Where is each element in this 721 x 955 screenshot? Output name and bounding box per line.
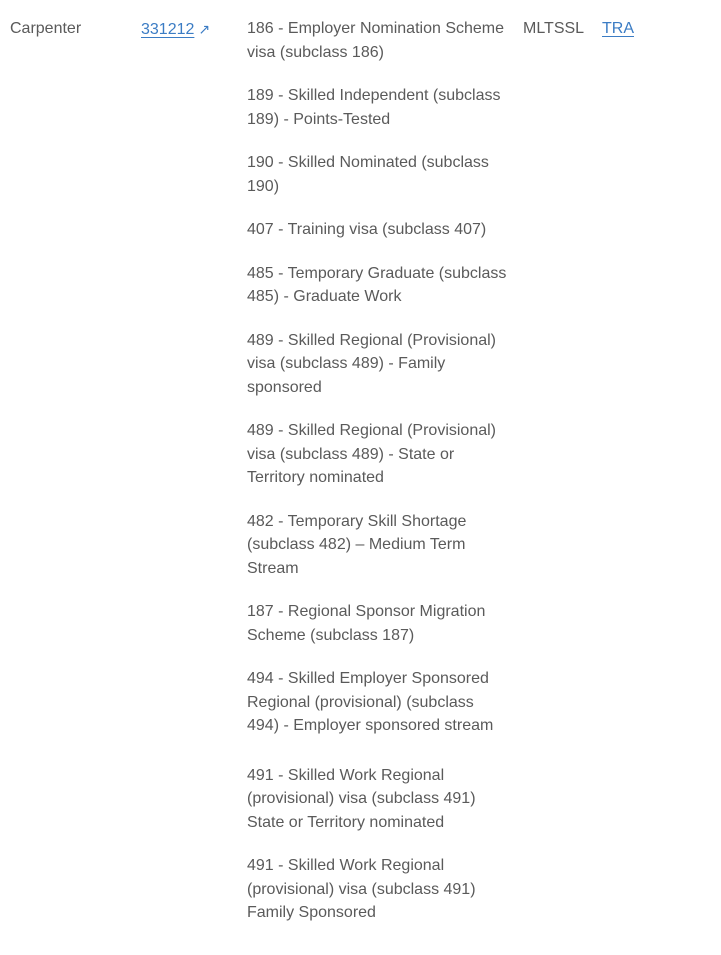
visa-item: 407 - Training visa (subclass 407) [247,221,487,238]
visa-item: 491 - Skilled Work Regional (provisional) visa (subclass 491) Family Sponsored [247,857,476,921]
external-link-icon: ↗ [198,21,211,37]
visa-item: 190 - Skilled Nominated (subclass 190) [247,154,489,195]
visa-item: 491 - Skilled Work Regional (provisional) visa (subclass 491) State or Territory nominated [247,766,476,831]
visa-item: 187 - Regional Sponsor Migration Scheme (subclass 187) [247,603,486,644]
visa-item: 489 - Skilled Regional (Provisional) visa (subclass 489) - State or Territory nominated [247,422,497,486]
visa-item: 482 - Temporary Skill Shortage (subclass 482) – Medium Term Stream [247,512,467,577]
assessing-authority-link[interactable]: TRA [602,20,634,37]
skill-list-name: MLTSSL [523,20,585,37]
occupation-name: Carpenter [10,20,82,37]
visa-item: 186 - Employer Nomination Scheme visa (subclass 186) [247,20,505,61]
visa-list [247,17,509,945]
visa-item: 489 - Skilled Regional (Provisional) visa (subclass 489) - Family sponsored [247,331,497,396]
anzsco-code-text: 331212 [141,21,195,38]
visa-item: 494 - Skilled Employer Sponsored Regional (provisional) (subclass 494) - Employer sponsored stream [247,670,494,734]
visa-item: 189 - Skilled Independent (subclass 189) - Points-Tested [247,87,501,128]
anzsco-code-link[interactable] [141,17,210,42]
visa-item: 485 - Temporary Graduate (subclass 485) - Graduate Work [247,264,507,305]
